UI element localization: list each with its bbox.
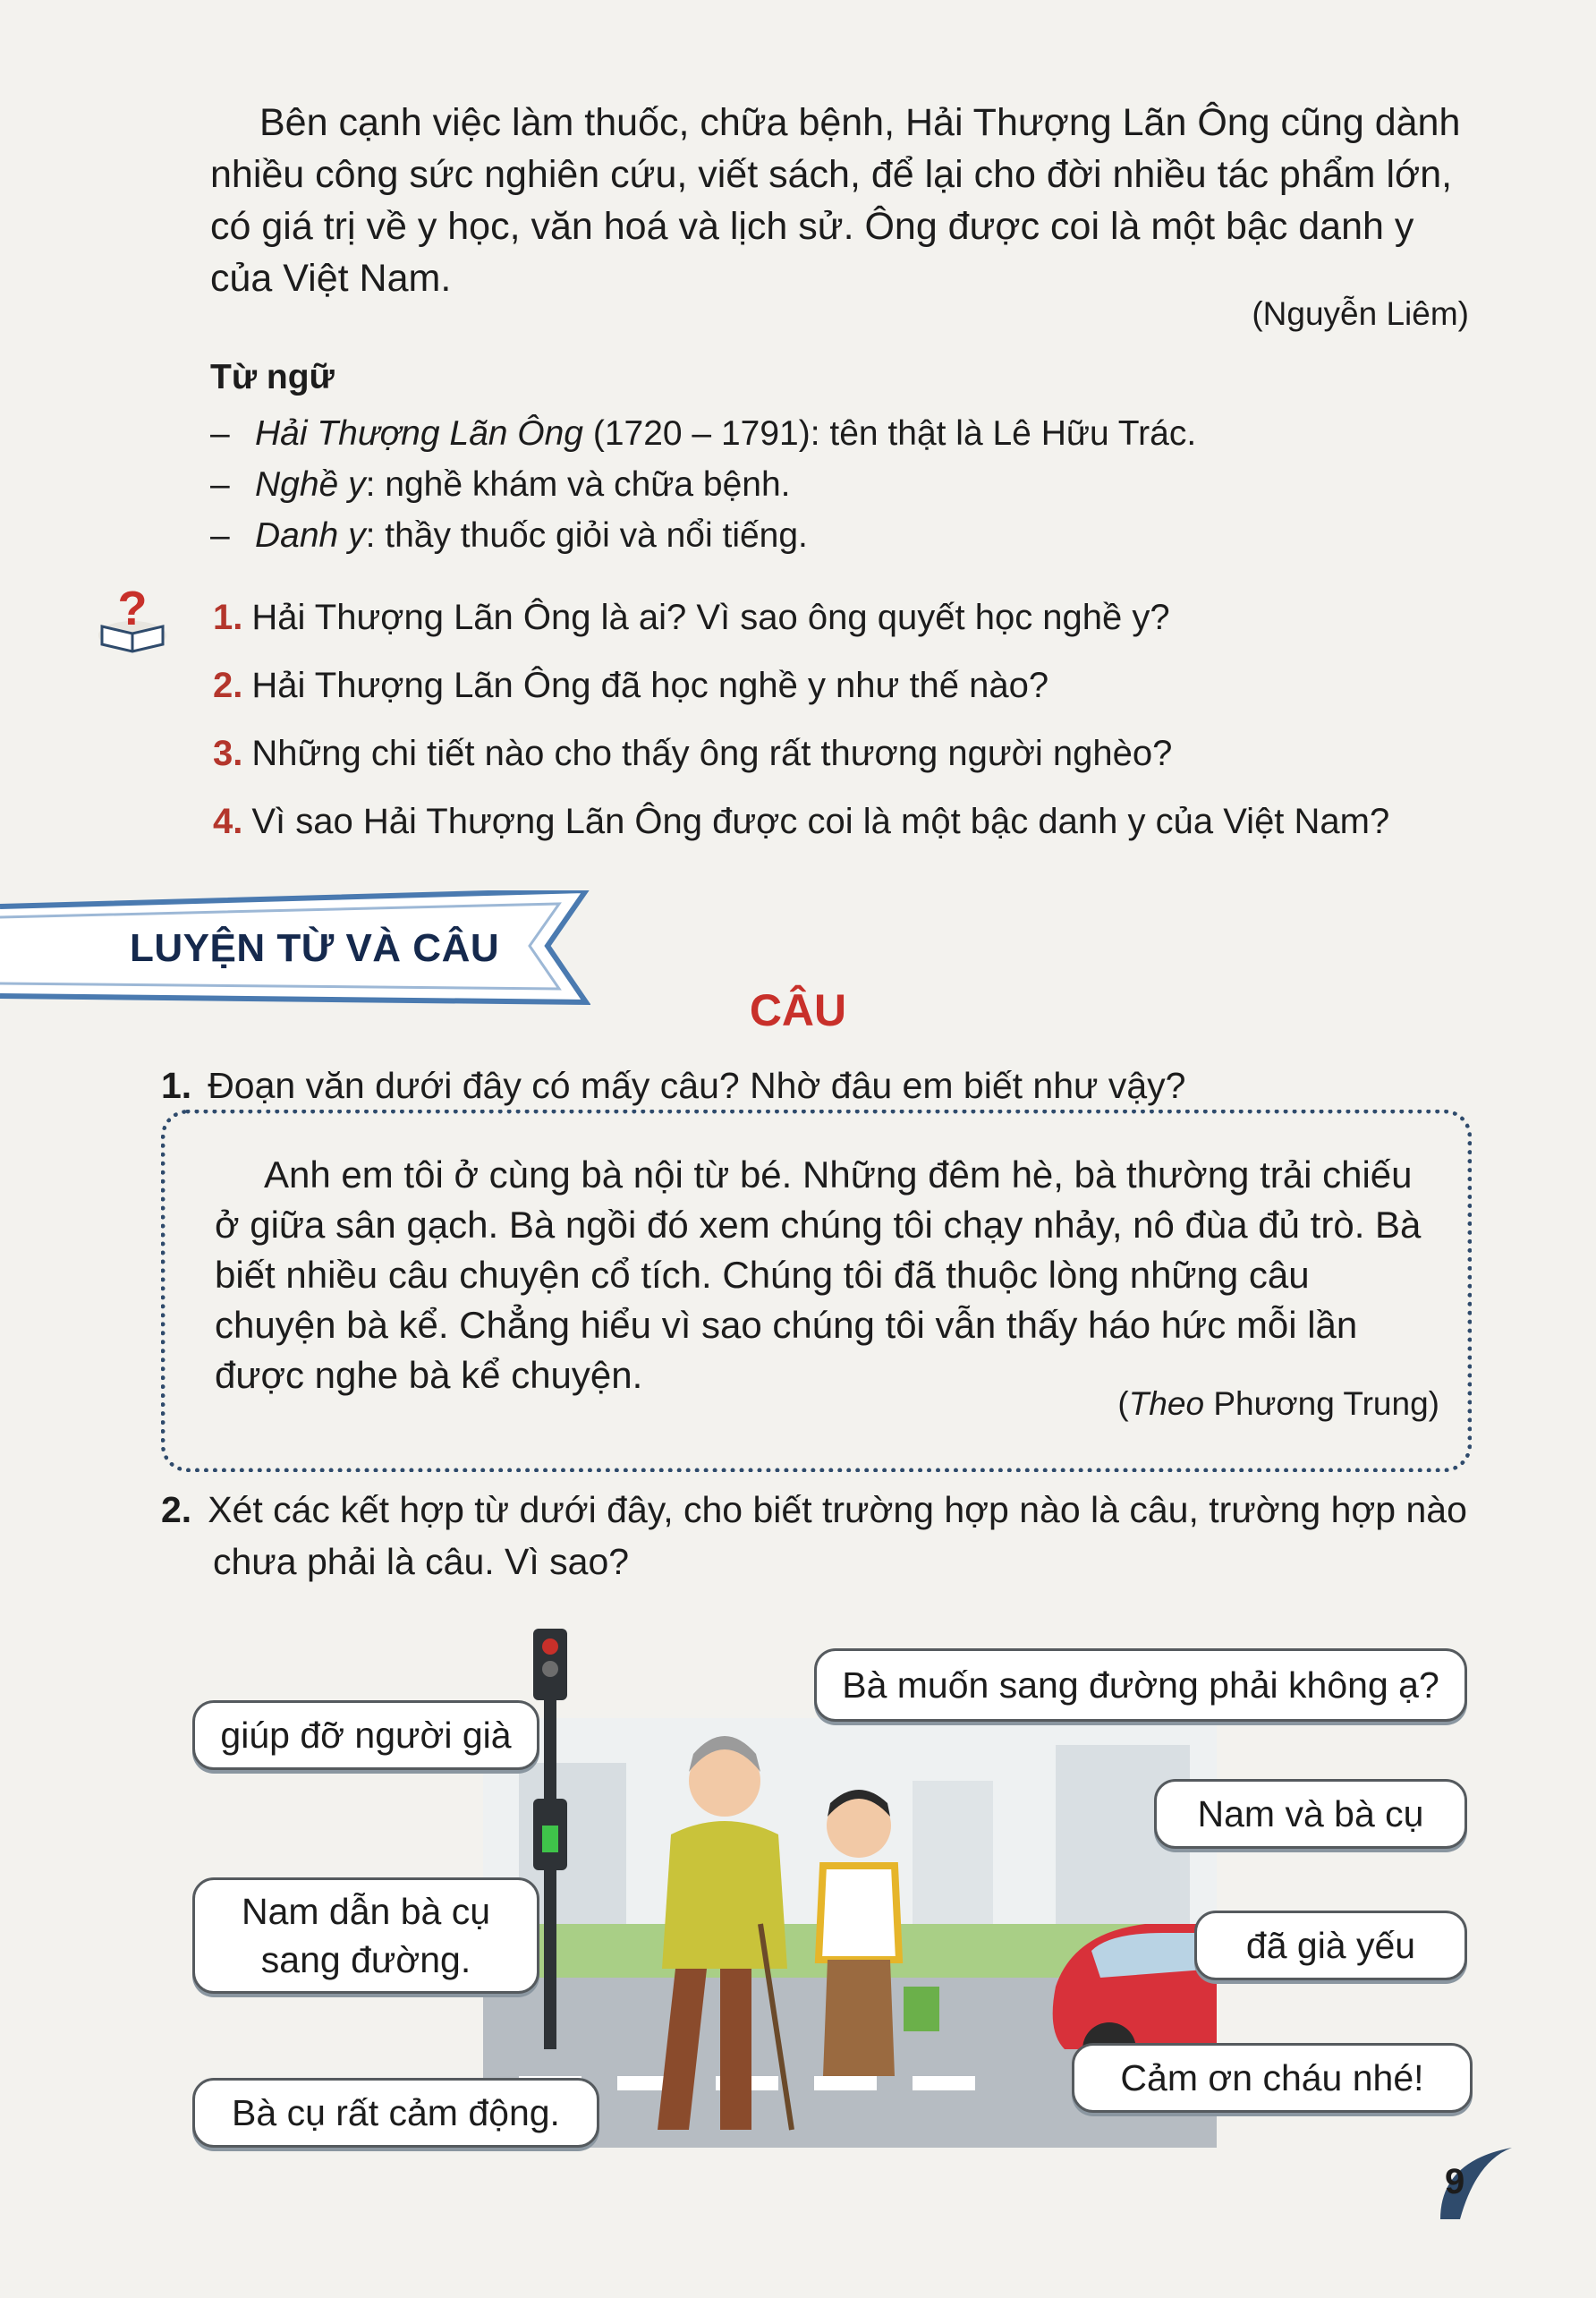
page-number-swoosh (1413, 2139, 1548, 2228)
vocabulary-item: – Nghề y: nghề khám và chữa bệnh. (210, 465, 791, 504)
question-item: 4. Vì sao Hải Thượng Lãn Ông được coi là một bậc danh y của Việt Nam? (213, 802, 1390, 841)
intro-author: (Nguyễn Liêm) (1252, 295, 1469, 332)
page-number: 9 (1445, 2162, 1465, 2201)
vocabulary-item: – Danh y: thầy thuốc giỏi và nổi tiếng. (210, 516, 808, 555)
phrase-card: giúp đỡ người già (192, 1700, 539, 1770)
vocabulary-title: Từ ngữ (210, 358, 335, 396)
phrase-card: Bà cụ rất cảm động. (192, 2078, 599, 2148)
phrase-card: Nam dẫn bà cụ sang đường. (192, 1877, 539, 1994)
svg-text:?: ? (117, 582, 148, 635)
exercise-1-prompt: 1. Đoạn văn dưới đây có mấy câu? Nhờ đâu em biết như vậy? (161, 1065, 1186, 1106)
question-item: 1. Hải Thượng Lãn Ông là ai? Vì sao ông quyết học nghề y? (213, 598, 1170, 637)
phrase-card: Cảm ơn cháu nhé! (1072, 2043, 1473, 2113)
question-item: 2. Hải Thượng Lãn Ông đã học nghề y như thế nào? (213, 666, 1049, 705)
question-item: 3. Những chi tiết nào cho thấy ông rất thương người nghèo? (213, 734, 1173, 773)
vocabulary-item: – Hải Thượng Lãn Ông (1720 – 1791): tên thật là Lê Hữu Trác. (210, 414, 1197, 453)
exercise-2-prompt: 2. Xét các kết hợp từ dưới đây, cho biết trường hợp nào là câu, trường hợp nào chưa phải là câu. Vì sao? (161, 1489, 1467, 1582)
phrase-card: Nam và bà cụ (1154, 1779, 1467, 1849)
intro-paragraph: Bên cạnh việc làm thuốc, chữa bệnh, Hải Thượng Lãn Ông cũng dành nhiều công sức nghiên cứu, viết sách, để lại cho đời nhiều tác phẩm lớn, có giá trị về y học, văn hoá và lịch sử. Ông được coi là một bậc danh y của Việt Nam. (210, 101, 1461, 300)
phrase-card: Bà muốn sang đường phải không ạ? (814, 1648, 1467, 1722)
story-source: (Theo Phương Trung) (1117, 1385, 1439, 1422)
section-title: CÂU (749, 985, 847, 1035)
phrase-card: đã già yếu (1194, 1911, 1467, 1980)
story-text: Anh em tôi ở cùng bà nội từ bé. Những đêm hè, bà thường trải chiếu ở giữa sân gạch. Bà ngồi đó xem chúng tôi chạy nhảy, nô đùa đủ trò. Bà biết nhiều câu chuyện cổ tích. Chúng tôi đã thuộc lòng những câu chuyện bà kể. Chẳng hiểu vì sao chúng tôi vẫn thấy háo hức mỗi lần được nghe bà kể chuyện. (215, 1153, 1422, 1396)
section-banner-label: LUYỆN TỪ VÀ CÂU (130, 926, 500, 970)
question-book-icon (97, 582, 168, 653)
